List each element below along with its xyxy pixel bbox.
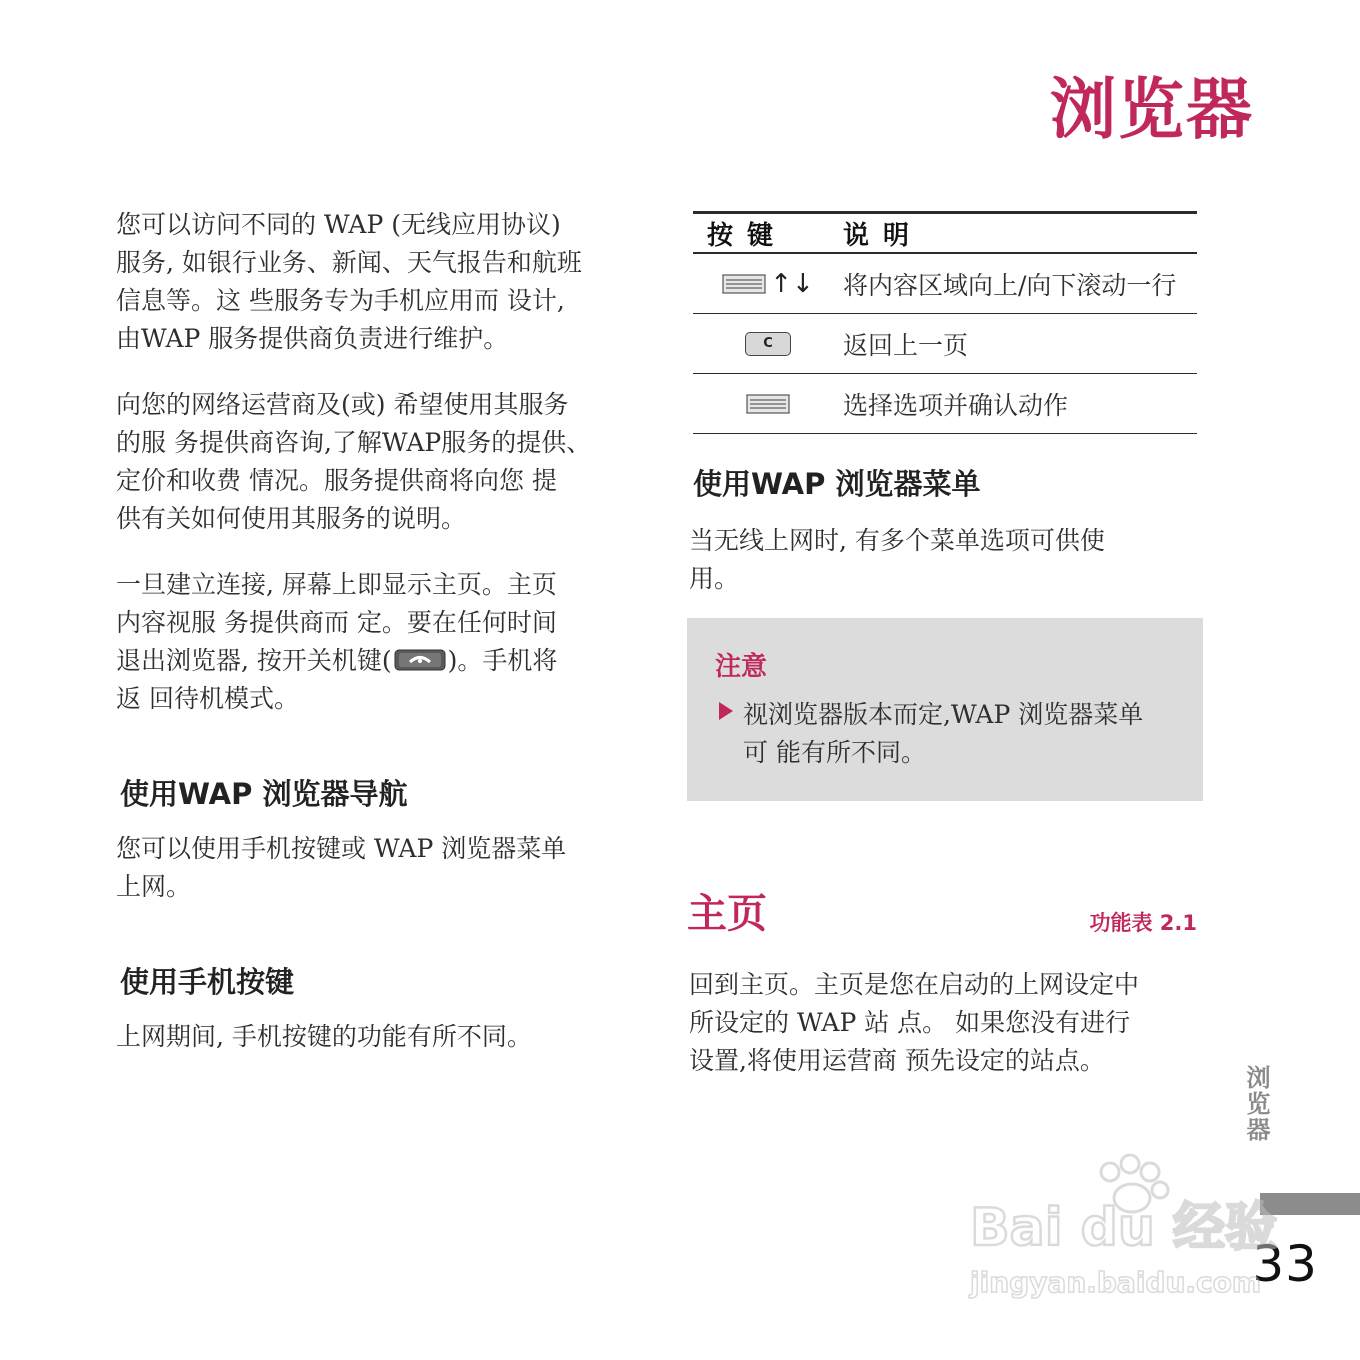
watermark-url: jingyan.baidu.com [970, 1266, 1262, 1299]
ok-key-icon [746, 394, 790, 414]
baidu-jingyan-watermark [960, 1150, 1290, 1310]
note-title: 注意 [715, 652, 768, 682]
menu-text: 当无线上网时, 有多个菜单选项可供使 用。 [689, 526, 1105, 593]
header-description: 说明 [843, 220, 924, 251]
c-key-icon [745, 332, 791, 356]
key-description: 选择选项并确认动作 [843, 390, 1069, 420]
key-table-row [693, 314, 1197, 374]
c-key-label: C [763, 336, 773, 351]
page-title: 浏览器 [1050, 71, 1254, 148]
home-title: 主页 [687, 891, 767, 937]
connect-text-after: )。手机将 返 回待机模式。 [116, 646, 558, 713]
menu-reference: 功能表 2.1 [1089, 911, 1197, 935]
home-text: 回到主页。主页是您在启动的上网设定中 所设定的 WAP 站 点。 如果您没有进行 设置,将使用运营商 预先设定的站点。 [689, 970, 1140, 1075]
nav-heading: 使用WAP 浏览器导航 [120, 777, 408, 811]
key-table-row [693, 374, 1197, 434]
up-down-arrows-icon: ↑↓ [770, 268, 814, 299]
page-number: 33 [1252, 1235, 1318, 1293]
nav-text: 您可以使用手机按键或 WAP 浏览器菜单 上网。 [116, 834, 567, 901]
key-table [693, 211, 1197, 434]
key-description: 返回上一页 [843, 330, 969, 360]
menu-heading: 使用WAP 浏览器菜单 [693, 467, 981, 501]
key-table-row [693, 254, 1197, 314]
note-text: 视浏览器版本而定,WAP 浏览器菜单 可 能有所不同。 [743, 700, 1144, 767]
watermark-brand: Bai du 经验 [970, 1198, 1277, 1258]
nav-key-icon [722, 274, 766, 294]
key-description: 将内容区域向上/向下滚动一行 [843, 270, 1177, 300]
keys-heading: 使用手机按键 [120, 965, 295, 999]
intro-paragraph-2: 向您的网络运营商及(或) 希望使用其服务 的服 务提供商咨询,了解WAP服务的提供、 定价和收费 情况。服务提供商将向您 提 供有关如何使用其服务的说明。 [116, 390, 592, 533]
header-key: 按键 [707, 220, 788, 251]
side-section-label: 浏览器 [1242, 1065, 1270, 1143]
note-box [687, 618, 1203, 801]
connect-paragraph [116, 566, 646, 718]
watermark-logo [960, 1150, 1290, 1310]
connect-text-before: 一旦建立连接, 屏幕上即显示主页。主页 内容视服 务提供商而 定。要在任何时间 退出浏览器, 按开关机键( [116, 570, 557, 675]
intro-paragraph-1: 您可以访问不同的 WAP (无线应用协议) 服务, 如银行业务、新闻、天气报告和航班 信息等。这 些服务专为手机应用而 设计, 由WAP 服务提供商负责进行维护。 [116, 210, 582, 353]
key-table-header [693, 214, 1197, 254]
bullet-triangle-icon [719, 702, 733, 720]
key-cell [693, 394, 843, 414]
key-cell [693, 269, 843, 299]
key-cell [693, 332, 843, 356]
power-end-key-icon [394, 649, 446, 671]
keys-text: 上网期间, 手机按键的功能有所不同。 [116, 1022, 532, 1051]
